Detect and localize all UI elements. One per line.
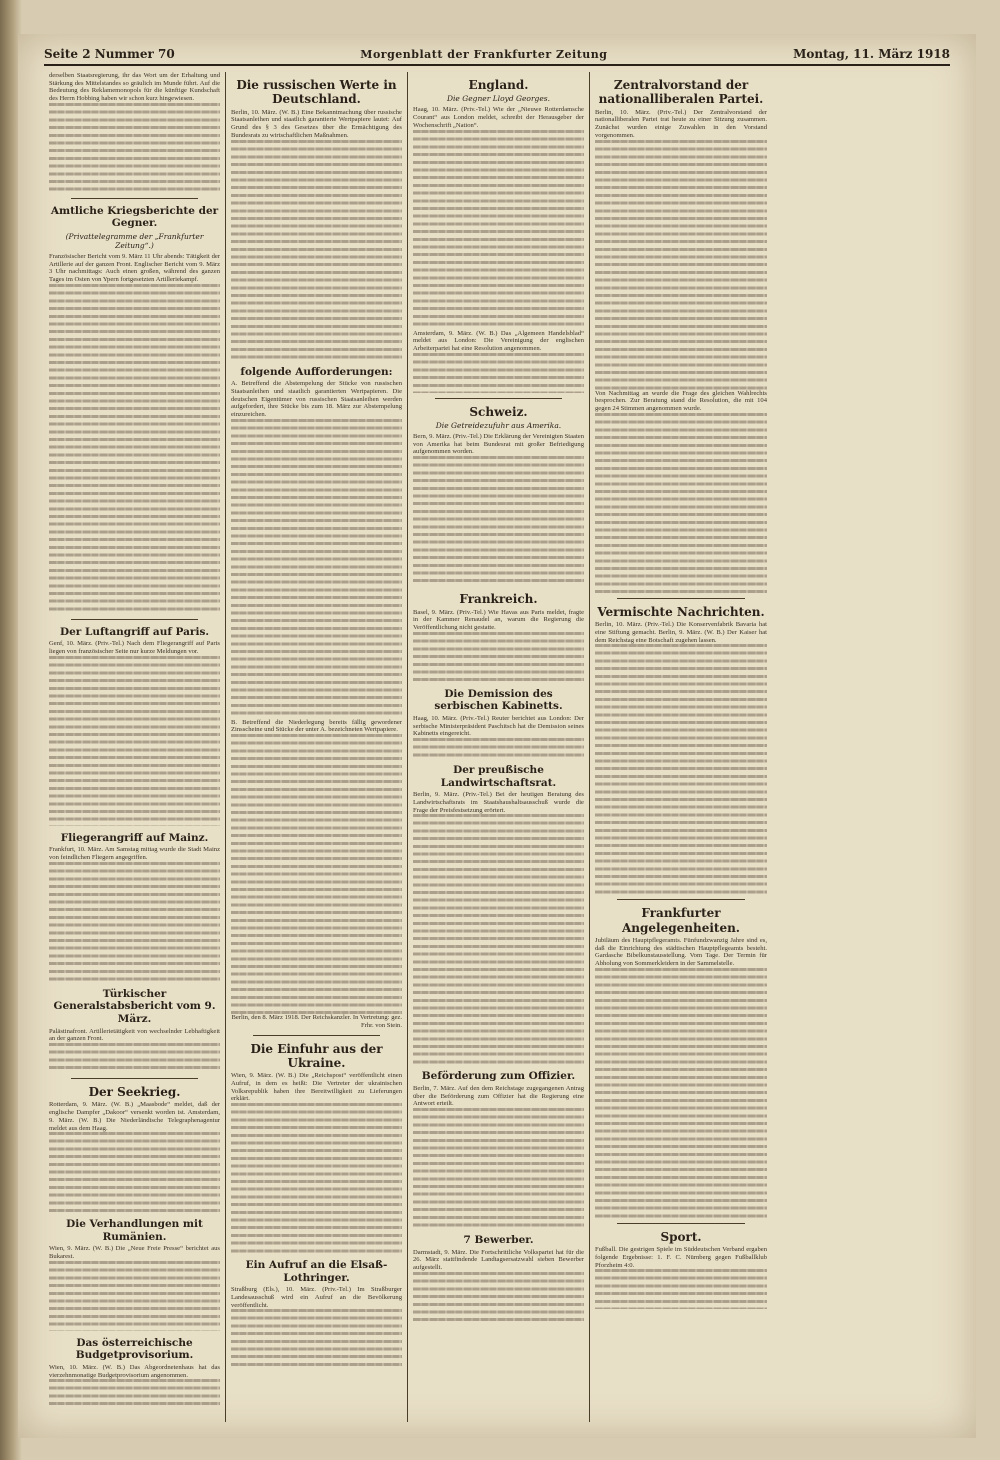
article-text: Haag, 10. März. (Priv.-Tel.) Reuter berichtet aus London: Der serbische Ministerpräsident Paschitsch hat die Demission seines Kabinetts eingereicht. — [413, 714, 584, 738]
text-lines — [49, 284, 220, 614]
article-headline: Vermischte Nachrichten. — [597, 604, 765, 619]
text-lines — [231, 1309, 402, 1369]
article-text: Amsterdam, 9. März. (W. B.) Das „Algemeen Handelsblad“ meldet aus London: Die Vereinigung der englischen Arbeiterpartei hat eine Resolution angenommen. — [413, 329, 584, 352]
signature-text: Berlin, den 8. März 1918. Der Reichskanzler. In Vertretung: gez. Frhr. von Stein. — [231, 1014, 402, 1029]
article-headline: Sport. — [660, 1229, 702, 1244]
separator — [71, 1078, 198, 1079]
text-lines — [595, 140, 767, 390]
text-lines — [49, 103, 220, 193]
article-text: Jubiläum des Hauptpflegeramts. Fünfundzwanzig Jahre sind es, daß die Einrichtung des städtischen Hauptpflegeamts besteht. Gardasche Bibelkunstausstellung. Vom Tage. Der Termin für Abholung von Sommerkleidern in der Sammelstelle. — [595, 936, 767, 968]
text-lines — [231, 734, 402, 1014]
article-text: derselben Staatsregierung, ihr das Wort um der Erhaltung und Stärkung des Mittelstandes so gräulich im Munde führt. Auf die Bedeutung des Reklamemonopols für die künftige Kundschaft des Herrn Hobbing haben wir schon kurz hingewiesen. — [49, 72, 220, 103]
text-lines — [413, 1272, 584, 1322]
article-subheadline: (Privattelegramme der „Frankfurter Zeitung“.) — [65, 232, 204, 250]
article-text: Straßburg (Els.), 10. März. (Priv.-Tel.) Im Straßburger Landesausschuß wird ein Aufruf an die Bevölkerung veröffentlicht. — [231, 1286, 402, 1309]
article-text: Genf, 10. März. (Priv.-Tel.) Nach dem Fliegerangriff auf Paris liegen von französischer Seite nur kurze Meldungen vor. — [49, 640, 220, 656]
article-text: Frankfurt, 10. März. Am Samstag mittag wurde die Stadt Mainz von feindlichen Fliegern angegriffen. — [49, 846, 220, 862]
column-3 — [408, 72, 590, 1422]
article-headline: Frankreich. — [459, 592, 538, 607]
article-text: Von Nachmittag an wurde die Frage des gleichen Wahlrechts besprochen. Zur Beratung stand die Resolution, die mit 104 gegen 24 Stimmen angenommen wurde. — [595, 389, 767, 412]
columns-container — [44, 72, 954, 1422]
article-headline: Beförderung zum Offizier. — [421, 1070, 576, 1083]
separator — [71, 198, 198, 199]
article-headline: Der Luftangriff auf Paris. — [59, 625, 210, 638]
text-lines — [49, 1261, 220, 1331]
article-headline: England. — [468, 78, 529, 92]
text-lines — [49, 862, 220, 982]
column-4 — [590, 72, 772, 1422]
page-number-label: Seite 2 Nummer 70 — [44, 47, 175, 61]
text-lines — [595, 1269, 767, 1309]
separator — [617, 598, 745, 599]
text-lines — [595, 644, 767, 894]
article-text: Rotterdam, 9. März. (W. B.) „Maasbode“ meldet, daß der englische Dampfer „Dakoor“ versenkt worden ist. Amsterdam, 9. März. (W. B.) Die Niederländische Telegraphenagentur meldet aus dem Haag. — [49, 1101, 220, 1132]
article-headline: Zentralvorstand der nationalliberalen Partei. — [598, 78, 764, 107]
article-text: Palästinafront. Artillerietätigkeit von wechselnder Lebhaftigkeit an der ganzen Front. — [49, 1027, 220, 1043]
masthead — [44, 44, 950, 66]
article-text: Berlin, 7. März. Auf den dem Reichstage zugegangenen Antrag über die Beförderung zum Offizier hat die Regierung eine Antwort erteilt. — [413, 1084, 584, 1108]
article-headline: Das österreichische Budgetprovisorium. — [75, 1336, 194, 1362]
article-text: Wien, 9. März. (W. B.) Die „Reichspost“ veröffentlicht einen Aufruf, in dem es heißt: Die Vertreter der ukrainischen Volksrepublik haben ihre Bereitwilligkeit zu Lieferungen erklärt. — [231, 1072, 402, 1103]
text-lines — [49, 1132, 220, 1212]
text-lines — [413, 456, 584, 586]
separator — [435, 398, 562, 399]
article-subheadline: Die Getreidezufuhr aus Amerika. — [435, 421, 562, 430]
text-lines — [231, 1103, 402, 1253]
article-headline: Schweiz. — [469, 404, 528, 419]
article-headline: Die Demission des serbischen Kabinetts. — [434, 687, 563, 713]
text-lines — [413, 353, 584, 393]
newspaper-page — [18, 34, 976, 1438]
column-2 — [226, 72, 408, 1422]
article-text: Französischer Bericht vom 9. März 11 Uhr abends: Tätigkeit der Artillerie auf der ganzen Front. Englischer Bericht vom 9. März 3 Uhr nachmittags: Auch einen großen, während des ganzen Tages im Osten von Ypern fortgesetzten Artilleriekampf. — [49, 253, 220, 284]
article-headline: folgende Aufforderungen: — [240, 365, 393, 378]
article-headline: 7 Bewerber. — [463, 1233, 534, 1246]
article-text: Berlin, 10. März. (Priv.-Tel.) Die Konservenfabrik Bavaria hat eine Stiftung gemacht. Berlin, 9. März. (W. B.) Der Kaiser hat dem Reichstag eine Botschaft zugehen lassen. — [595, 621, 767, 644]
article-text: Basel, 9. März. (Priv.-Tel.) Wie Havas aus Paris meldet, fragte in der Kammer Renaudel an, warum die Regierung die Veröffentlichung nicht gestatte. — [413, 608, 584, 631]
text-lines — [413, 738, 584, 758]
issue-date: Montag, 11. März 1918 — [793, 47, 950, 61]
text-lines — [413, 1108, 584, 1228]
text-lines — [231, 419, 402, 719]
text-lines — [231, 140, 402, 360]
text-lines — [49, 1043, 220, 1073]
article-headline: Die Einfuhr aus der Ukraine. — [250, 1041, 383, 1070]
newspaper-title: Morgenblatt der Frankfurter Zeitung — [360, 47, 608, 61]
article-headline: Fliegerangriff auf Mainz. — [60, 831, 209, 844]
article-headline: Der Seekrieg. — [88, 1085, 181, 1099]
text-lines — [595, 968, 767, 1218]
article-text: Berlin, 10. März. (Priv.-Tel.) Der Zentralvorstand der nationalliberalen Partei trat heute zu einer Sitzung zusammen. Zunächst wurden einige Zuwahlen in den Vorstand vorgenommen. — [595, 108, 767, 139]
article-headline: Türkischer Generalstabsbericht vom 9. März. — [53, 987, 216, 1025]
article-text: Wien, 10. März. (W. B.) Das Abgeordnetenhaus hat das vierzehnmonatige Budgetprovisorium angenommen. — [49, 1363, 220, 1379]
article-text: B. Betreffend die Niederlegung bereits fällig gewordener Zinsscheine und Stücke der unter A. bezeichneten Wertpapiere. — [231, 718, 402, 734]
separator — [617, 1223, 745, 1224]
text-lines — [413, 814, 584, 1064]
article-text: Berlin, 9. März. (Priv.-Tel.) Bei der heutigen Beratung des Landwirtschaftsrats im Staatshaushaltsausschuß wurde die Frage der Preisfestsetzung erörtert. — [413, 791, 584, 814]
article-text: A. Betreffend die Abstempelung der Stücke von russischen Staatsanleihen und staatlich garantierten Wertpapieren. Die deutschen Eigentümer von russischen Staatsanleihen werden aufgefordert, ihre Stücke bis zum 18. März zur Abstempelung einzureichen. — [231, 380, 402, 418]
article-headline: Ein Aufruf an die Elsaß-Lothringer. — [245, 1259, 388, 1284]
article-headline: Die russischen Werte in Deutschland. — [236, 78, 397, 107]
article-text: Fußball. Die gestrigen Spiele im Süddeutschen Verband ergaben folgende Ergebnisse: 1. F. C. Nürnberg gegen Fußballklub Pforzheim 4:0. — [595, 1246, 767, 1269]
separator — [617, 899, 745, 900]
separator — [253, 1035, 380, 1036]
text-lines — [49, 656, 220, 826]
article-headline: Die Verhandlungen mit Rumänien. — [66, 1218, 203, 1243]
text-lines — [413, 632, 584, 682]
column-1 — [44, 72, 226, 1422]
article-headline: Der preußische Landwirtschaftsrat. — [440, 763, 557, 789]
text-lines — [49, 1379, 220, 1409]
article-headline: Amtliche Kriegsberichte der Gegner. — [50, 204, 219, 230]
article-text: Darmstadt, 9. März. Die Fortschrittliche Volkspartei hat für die 26. März stattfindende Landtagsersatzwahl sieben Bewerber aufgestellt. — [413, 1248, 584, 1271]
text-lines — [595, 413, 767, 593]
article-text: Haag, 10. März. (Priv.-Tel.) Wie der „Nieuwe Rotterdamsche Courant“ aus London meldet, schreibt der Herausgeber der Wochenschrift „Nation“. — [413, 106, 584, 129]
separator — [71, 619, 198, 620]
article-text: Bern, 9. März. (Priv.-Tel.) Die Erklärung der Vereinigten Staaten von Amerika hat beim Bundesrat mit großer Befriedigung aufgenommen worden. — [413, 433, 584, 456]
article-subheadline: Die Gegner Lloyd Georges. — [446, 94, 551, 104]
article-text: Wien, 9. März. (W. B.) Die „Neue Freie Presse“ berichtet aus Bukarest. — [49, 1245, 220, 1261]
article-headline: Frankfurter Angelegenheiten. — [621, 906, 740, 935]
article-text: Berlin, 10. März. (W. B.) Eine Bekanntmachung über russische Staatsanleihen und staatlich garantierte Wertpapiere lautet: Auf Grund des § 3 des Gesetzes über die Ermächtigung des Bundesrats zu wirtschaftlichen Maßnahmen. — [231, 108, 402, 139]
text-lines — [413, 130, 584, 330]
